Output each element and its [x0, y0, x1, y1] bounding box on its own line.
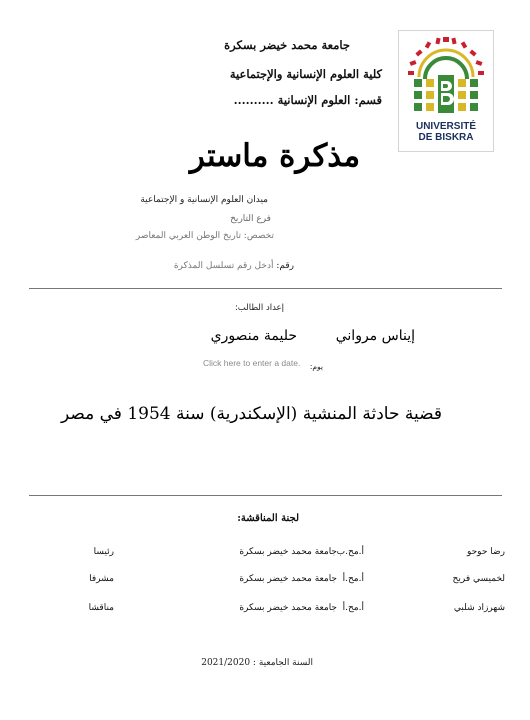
logo-emblem-icon — [399, 31, 493, 117]
faculty-name: كلية العلوم الإنسانية والإجتماعية — [229, 67, 382, 81]
date-label: يوم: — [309, 362, 323, 371]
thesis-title: قضية حادثة المنشية (الإسكندرية) سنة 1954 في مصر — [60, 404, 442, 424]
divider-bottom — [29, 495, 502, 496]
committee-member-role: رئيسا — [93, 547, 114, 557]
committee-member-name: لخميسي فريح — [452, 574, 505, 584]
committee-member-university: جامعة محمد خيضر بسكرة — [239, 603, 337, 613]
prepared-by-label: إعداد الطالب: — [234, 303, 284, 313]
logo-text-line1: UNIVERSITÉ — [415, 121, 476, 132]
committee-member-rank: أ.مح.أ — [342, 574, 364, 584]
committee-member-role: مشرفا — [89, 574, 114, 584]
academic-year: السنة الجامعية : 2021/2020 — [201, 658, 313, 668]
committee-member-rank: أ.مح.ب — [336, 547, 364, 557]
department-name: قسم: العلوم الإنسانية .......... — [233, 93, 382, 107]
university-logo — [398, 30, 494, 152]
committee-member-rank: أ.مح.أ — [342, 603, 364, 613]
document-title: مذكرة ماستر — [189, 138, 361, 174]
committee-member-name: رضا حوحو — [466, 547, 505, 557]
branch-line: فرع التاريخ — [230, 214, 271, 224]
serial-number-field[interactable] — [174, 261, 294, 271]
specialty-line: تخصص: تاريخ الوطن العربي المعاصر — [135, 231, 274, 241]
serial-label: رقم: — [276, 261, 294, 271]
committee-member-university: جامعة محمد خيضر بسكرة — [239, 574, 337, 584]
committee-member-name: شهرزاد شلبي — [453, 603, 505, 613]
committee-member-role: مناقشا — [88, 603, 114, 613]
logo-text-line2: DE BISKRA — [418, 132, 474, 143]
date-picker-field[interactable]: Click here to enter a date. — [203, 358, 301, 368]
university-name: جامعة محمد خيضر بسكرة — [224, 38, 350, 52]
serial-placeholder: أدخل رقم تسلسل المذكرة — [173, 261, 274, 271]
student-name-1: إيناس مرواني — [335, 328, 415, 344]
field-line: ميدان العلوم الإنسانية و الإجتماعية — [140, 195, 268, 205]
committee-member-university: جامعة محمد خيضر بسكرة — [239, 547, 337, 557]
divider-top — [29, 288, 502, 289]
committee-heading: لجنة المناقشة: — [237, 513, 299, 524]
student-name-2: حليمة منصوري — [210, 328, 297, 344]
